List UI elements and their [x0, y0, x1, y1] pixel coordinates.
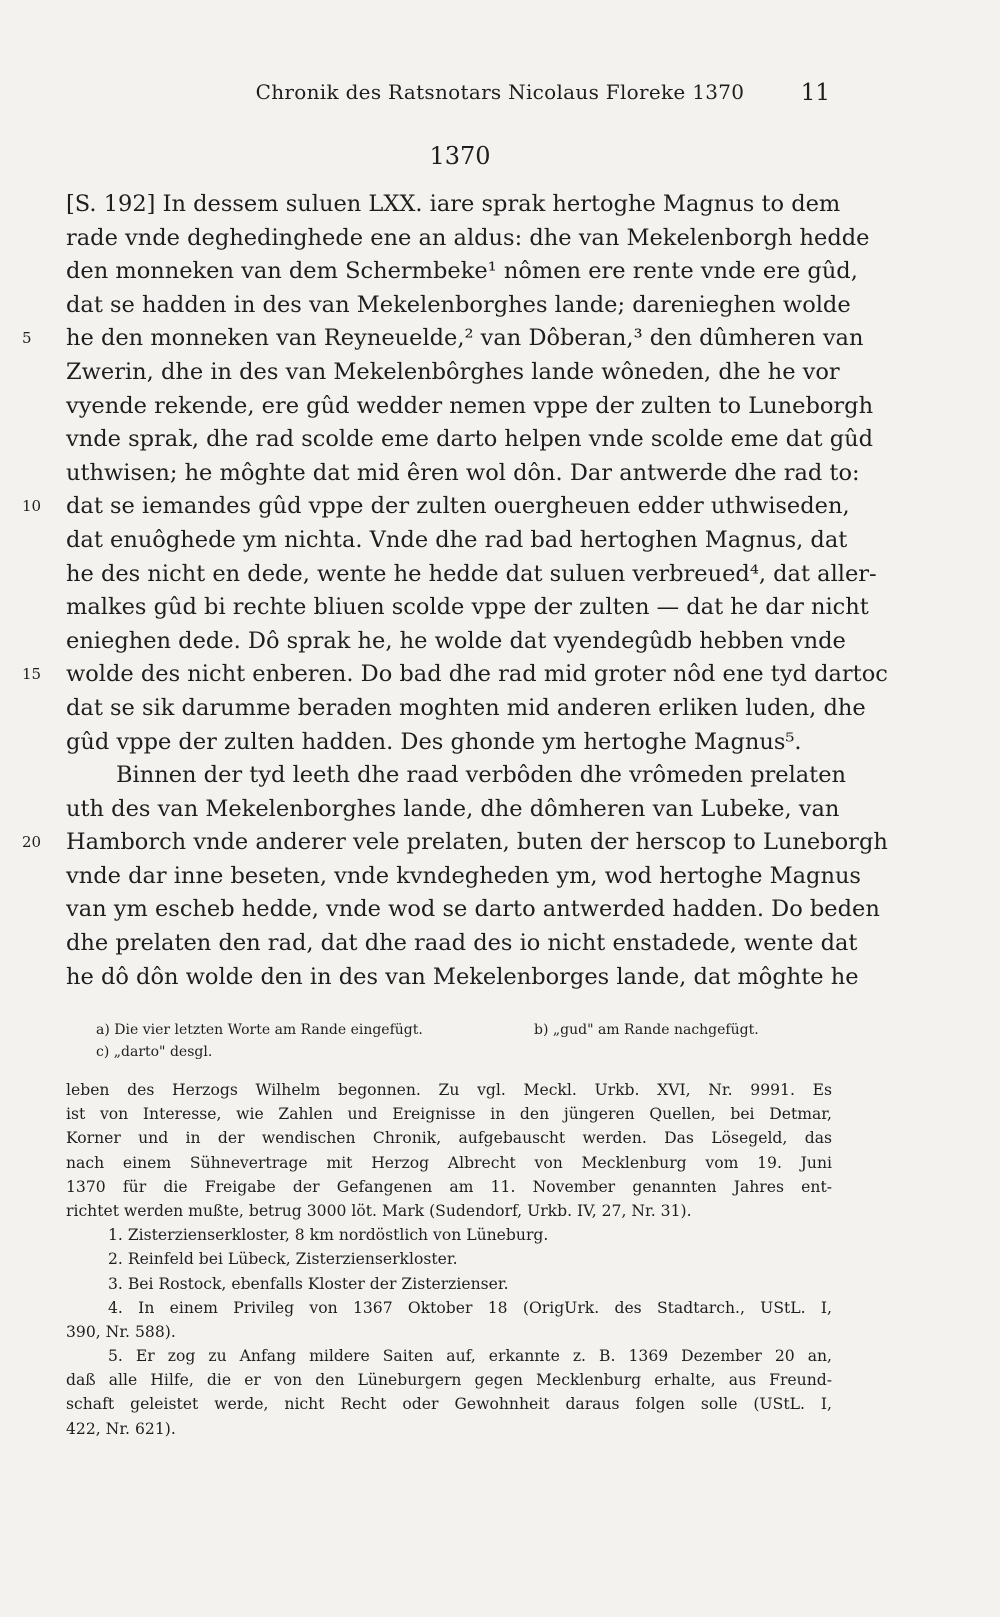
line-text: dat se hadden in des van Mekelenborghes lande; dareniеghen wolde [66, 291, 851, 318]
footnote-4: 4. In einem Privileg von 1367 Oktober 18 (OrigUrk. des Stadtarch., UStL. I, [108, 1298, 832, 1317]
line-text: vnde dar inne beseten, vnde kvndegheden ym, wod hertoghe Magnus [66, 862, 861, 889]
text-line [66, 457, 860, 491]
commentary-line: richtet werden mußte, betrug 3000 löt. Mark (Sudendorf, Urkb. IV, 27, Nr. 31). [66, 1201, 692, 1220]
text-line [66, 558, 877, 592]
line-text: uth des van Mekelenborghes lande, dhe dômheren van Lubeke, van [66, 795, 840, 822]
text-line [66, 356, 840, 390]
line-number: 15 [22, 665, 42, 684]
text-line [66, 289, 851, 323]
line-text: wolde des nicht enberen. Do bad dhe rad mid groter nôd ene tyd dartoc [66, 661, 888, 688]
text-line [66, 860, 861, 894]
line-text: gûd vppe der zulten hadden. Des ghonde ym hertoghe Magnus⁵. [66, 728, 802, 755]
textual-note-row [96, 1020, 836, 1042]
textual-note-a: a) Die vier letzten Worte am Rande eingefügt. [96, 1022, 423, 1038]
line-text: dat enuôghede ym nichta. Vnde dhe rad bad hertoghen Magnus, dat [66, 526, 848, 553]
text-line [66, 188, 841, 222]
footnote-3: 3. Bei Rostock, ebenfalls Kloster der Zisterzienser. [108, 1274, 509, 1293]
line-text: Hamborch vnde anderer vele prelaten, buten der herscop to Luneborgh [66, 829, 888, 856]
text-line [66, 927, 858, 961]
line-text: rade vnde deghedinghede ene an aldus: dhe van Mekelenborgh hedde [66, 224, 870, 251]
text-line [66, 524, 848, 558]
footnote-1: 1. Zisterzienserkloster, 8 km nordöstlich von Lüneburg. [108, 1226, 549, 1245]
commentary-line: Korner und in der wendischen Chronik, aufgebauscht werden. Das Lösegeld, das [66, 1129, 832, 1148]
line-text: enieghen dede. Dô sprak he, he wolde dat vyendegûdb hebben vnde [66, 627, 846, 654]
year-heading: 1370 [429, 142, 491, 170]
commentary-line: leben des Herzogs Wilhelm begonnen. Zu vgl. Meckl. Urkb. XVI, Nr. 9991. Es [66, 1081, 832, 1099]
text-line [66, 692, 866, 726]
text-line [22, 322, 864, 356]
textual-notes [96, 1020, 836, 1064]
commentary [66, 1078, 832, 1441]
page-number: 11 [800, 80, 830, 106]
line-text: [S. 192] In dessem suluen LXX. iare sprak hertoghe Magnus to dem [66, 191, 841, 217]
text-line [66, 893, 880, 927]
footnote-2: 2. Reinfeld bei Lübeck, Zisterzienserkloster. [108, 1250, 458, 1269]
line-text: Binnen der tyd leeth dhe raad verbôden dhe vrômeden prelaten [116, 762, 847, 789]
chronicle-text [22, 188, 888, 994]
line-text: he dô dôn wolde den in des van Mekelenborges lande, dat môghte he [66, 963, 859, 990]
textual-note-c: c) „darto" desgl. [96, 1044, 213, 1060]
text-line [66, 390, 874, 424]
running-head: Chronik des Ratsnotars Nicolaus Floreke 1370 [255, 80, 745, 104]
text-line [22, 490, 850, 524]
text-line [22, 658, 888, 692]
line-number: 5 [22, 329, 32, 348]
line-text: den monneken van dem Schermbeke¹ nômen ere rente vnde ere gûd, [66, 258, 858, 285]
commentary-line: 1370 für die Freigabe der Gefangenen am 11. November genannten Jahres ent- [66, 1177, 832, 1196]
text-line [66, 625, 846, 659]
line-text: dat se iemandes gûd vppe der zulten ouergheuen edder uthwiseden, [66, 493, 850, 520]
line-text: he des nicht en dede, wente he hedde dat suluen verbreued⁴, dat aller- [66, 560, 877, 587]
line-text: uthwisen; he môghte dat mid êren wol dôn. Dar antwerde dhe rad to: [66, 459, 860, 486]
text-line [66, 793, 840, 827]
text-line [66, 423, 874, 457]
footnote-4-cont: 390, Nr. 588). [66, 1322, 176, 1341]
footnote-5-cont: daß alle Hilfe, die er von den Lüneburgern gegen Mecklenburg erhalte, aus Freund- [66, 1371, 832, 1390]
footnote-5-cont: schaft geleistet werde, nicht Recht oder Gewohnheit daraus folgen solle (UStL. I, [66, 1395, 832, 1414]
line-number: 10 [22, 497, 42, 516]
textual-note-row [96, 1042, 836, 1064]
commentary-line: ist von Interesse, wie Zahlen und Ereignisse in den jüngeren Quellen, bei Detmar, [66, 1105, 832, 1124]
line-text: dat se sik darumme beraden moghten mid anderen erliken luden, dhe [66, 694, 866, 721]
commentary-line: nach einem Sühnevertrage mit Herzog Albrecht von Mecklenburg vom 19. Juni [66, 1153, 832, 1172]
text-line [66, 759, 847, 793]
textual-note-b: b) „gud" am Rande nachgefügt. [534, 1022, 759, 1038]
line-text: dhe prelaten den rad, dat dhe raad des io nicht enstadede, wente dat [66, 930, 858, 957]
text-line [22, 826, 888, 860]
text-line [66, 961, 859, 995]
line-text: van ym escheb hedde, vnde wod se darto antwerded hadden. Do beden [66, 896, 880, 923]
line-text: malkes gûd bi rechte bliuen scolde vppe der zulten — dat he dar nicht [66, 594, 869, 621]
line-text: vyende rekende, ere gûd wedder nemen vppe der zulten to Luneborgh [66, 392, 874, 419]
footnote-5: 5. Er zog zu Anfang mildere Saiten auf, erkannte z. B. 1369 Dezember 20 an, [108, 1347, 832, 1366]
line-text: he den monneken van Reyneuelde,² van Dôberan,³ den dûmheren van [66, 325, 864, 352]
text-line [66, 222, 870, 256]
text-line [66, 255, 858, 289]
footnote-5-cont: 422, Nr. 621). [66, 1419, 176, 1438]
text-line [66, 726, 832, 760]
line-text: vnde sprak, dhe rad scolde eme darto helpen vnde scolde eme dat gûd [66, 426, 874, 453]
line-number: 20 [22, 833, 42, 852]
line-text: Zwerin, dhe in des van Mekelenbôrghes lande wôneden, dhe he vor [66, 358, 840, 385]
text-line [66, 591, 869, 625]
